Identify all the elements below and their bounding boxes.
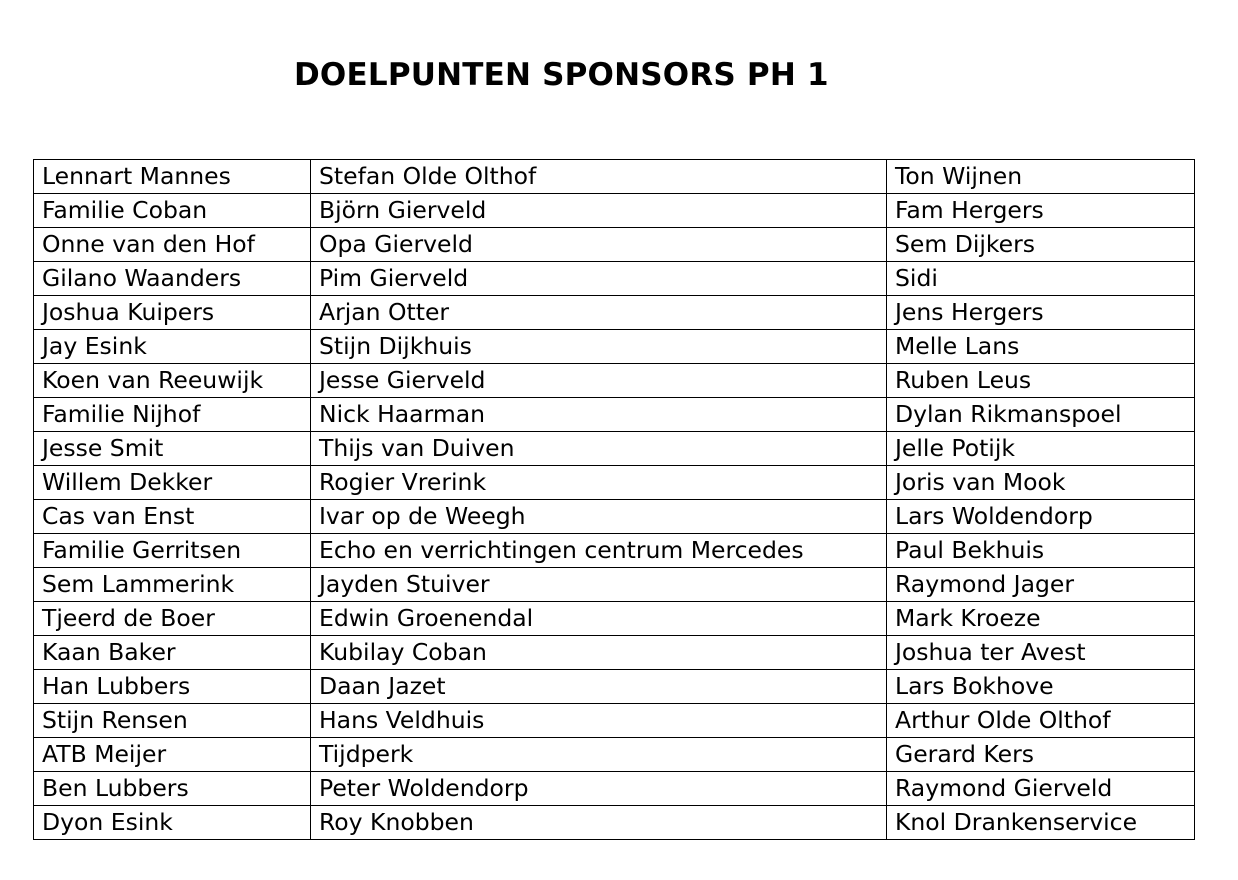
sponsor-name-cell: Tijdperk — [311, 738, 887, 772]
table-row — [34, 738, 1195, 772]
sponsor-name-cell: Knol Drankenservice — [887, 806, 1195, 840]
sponsor-name-cell: Arjan Otter — [311, 296, 887, 330]
sponsor-name-cell: Jelle Potijk — [887, 432, 1195, 466]
sponsor-name-cell: Joshua ter Avest — [887, 636, 1195, 670]
table-row — [34, 228, 1195, 262]
sponsor-name-cell: Lennart Mannes — [34, 160, 311, 194]
sponsor-name-cell: Ivar op de Weegh — [311, 500, 887, 534]
sponsor-name-cell: Sem Lammerink — [34, 568, 311, 602]
sponsor-name-cell: Björn Gierveld — [311, 194, 887, 228]
sponsor-name-cell: Joris van Mook — [887, 466, 1195, 500]
table-row — [34, 432, 1195, 466]
table-row — [34, 194, 1195, 228]
sponsor-name-cell: Gilano Waanders — [34, 262, 311, 296]
table-row — [34, 500, 1195, 534]
table-row — [34, 568, 1195, 602]
table-row — [34, 602, 1195, 636]
sponsor-name-cell: Edwin Groenendal — [311, 602, 887, 636]
sponsor-name-cell: Paul Bekhuis — [887, 534, 1195, 568]
table-row — [34, 772, 1195, 806]
sponsor-name-cell: Melle Lans — [887, 330, 1195, 364]
sponsor-name-cell: Han Lubbers — [34, 670, 311, 704]
table-row — [34, 262, 1195, 296]
sponsor-name-cell: Pim Gierveld — [311, 262, 887, 296]
sponsor-name-cell: Gerard Kers — [887, 738, 1195, 772]
sponsor-name-cell: Ben Lubbers — [34, 772, 311, 806]
sponsor-name-cell: Echo en verrichtingen centrum Mercedes — [311, 534, 887, 568]
table-row — [34, 636, 1195, 670]
sponsor-name-cell: Hans Veldhuis — [311, 704, 887, 738]
sponsor-name-cell: Dyon Esink — [34, 806, 311, 840]
sponsor-name-cell: Roy Knobben — [311, 806, 887, 840]
sponsor-name-cell: Rogier Vrerink — [311, 466, 887, 500]
sponsor-name-cell: Jens Hergers — [887, 296, 1195, 330]
sponsor-name-cell: Arthur Olde Olthof — [887, 704, 1195, 738]
sponsor-name-cell: Jayden Stuiver — [311, 568, 887, 602]
sponsor-name-cell: Sidi — [887, 262, 1195, 296]
sponsor-name-cell: Raymond Gierveld — [887, 772, 1195, 806]
sponsor-name-cell: Thijs van Duiven — [311, 432, 887, 466]
table-row — [34, 330, 1195, 364]
table-row — [34, 160, 1195, 194]
sponsors-table — [33, 159, 1195, 840]
sponsor-name-cell: Jesse Gierveld — [311, 364, 887, 398]
sponsor-name-cell: Dylan Rikmanspoel — [887, 398, 1195, 432]
table-row — [34, 534, 1195, 568]
table-row — [34, 364, 1195, 398]
table-row — [34, 296, 1195, 330]
sponsor-name-cell: Peter Woldendorp — [311, 772, 887, 806]
sponsor-name-cell: Familie Coban — [34, 194, 311, 228]
sponsor-name-cell: Opa Gierveld — [311, 228, 887, 262]
sponsor-name-cell: Raymond Jager — [887, 568, 1195, 602]
sponsor-name-cell: Stijn Rensen — [34, 704, 311, 738]
sponsor-name-cell: Lars Bokhove — [887, 670, 1195, 704]
sponsor-name-cell: Kaan Baker — [34, 636, 311, 670]
sponsor-name-cell: Stijn Dijkhuis — [311, 330, 887, 364]
sponsor-name-cell: Ruben Leus — [887, 364, 1195, 398]
sponsor-name-cell: Tjeerd de Boer — [34, 602, 311, 636]
sponsor-name-cell: Fam Hergers — [887, 194, 1195, 228]
sponsor-name-cell: Familie Gerritsen — [34, 534, 311, 568]
sponsor-name-cell: Daan Jazet — [311, 670, 887, 704]
table-row — [34, 704, 1195, 738]
table-row — [34, 398, 1195, 432]
sponsor-name-cell: Onne van den Hof — [34, 228, 311, 262]
sponsor-name-cell: Stefan Olde Olthof — [311, 160, 887, 194]
sponsor-name-cell: Lars Woldendorp — [887, 500, 1195, 534]
sponsor-name-cell: Joshua Kuipers — [34, 296, 311, 330]
table-row — [34, 806, 1195, 840]
sponsor-name-cell: Koen van Reeuwijk — [34, 364, 311, 398]
sponsor-name-cell: Nick Haarman — [311, 398, 887, 432]
page-title: DOELPUNTEN SPONSORS PH 1 — [294, 57, 829, 93]
table-row — [34, 466, 1195, 500]
sponsor-name-cell: Cas van Enst — [34, 500, 311, 534]
sponsor-name-cell: Mark Kroeze — [887, 602, 1195, 636]
sponsor-name-cell: Jesse Smit — [34, 432, 311, 466]
sponsor-name-cell: Kubilay Coban — [311, 636, 887, 670]
sponsor-name-cell: Jay Esink — [34, 330, 311, 364]
sponsor-name-cell: Willem Dekker — [34, 466, 311, 500]
sponsor-name-cell: Familie Nijhof — [34, 398, 311, 432]
sponsor-name-cell: Sem Dijkers — [887, 228, 1195, 262]
sponsors-table-body — [34, 160, 1195, 840]
sponsor-name-cell: ATB Meijer — [34, 738, 311, 772]
table-row — [34, 670, 1195, 704]
sponsor-name-cell: Ton Wijnen — [887, 160, 1195, 194]
